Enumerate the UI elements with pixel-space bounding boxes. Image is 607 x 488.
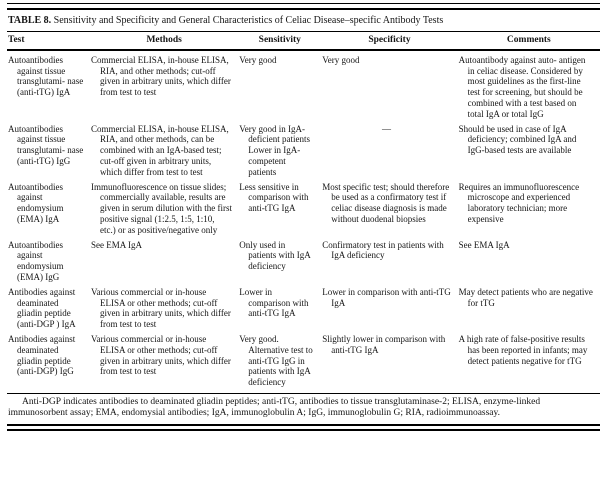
cell-test: Autoantibodies against tissue transglutami- nase (anti-tTG) IgA bbox=[8, 54, 84, 98]
cell-test: Autoantibodies against tissue transglutami- nase (anti-tTG) IgG bbox=[8, 123, 84, 166]
cell-sensitivity: Very good. Alternative test to anti-tTG IgG in patients with IgA deficiency bbox=[239, 333, 313, 388]
header-row bbox=[7, 32, 600, 50]
cell-specificity: — bbox=[381, 123, 391, 134]
cell-methods: Commercial ELISA, in-house ELISA, RIA, and other methods, can be combined with an IgA-based test; cut-off given in arbitrary units, which differ from test to test bbox=[91, 123, 229, 177]
cell-specificity: Lower in comparison with anti-tTG IgA bbox=[322, 286, 451, 308]
table-header bbox=[7, 32, 600, 50]
cell-sensitivity: Less sensitive in comparison with anti-tTG IgA bbox=[239, 181, 309, 214]
col-header-methods: Methods bbox=[90, 32, 238, 50]
table-number-label: TABLE 8. bbox=[8, 15, 52, 26]
top-double-rule bbox=[7, 3, 600, 10]
cell-specificity: Very good bbox=[322, 54, 360, 65]
cell-methods: Various commercial or in-house ELISA or other methods; cut-off given in arbitrary units, which differ from test to test bbox=[91, 286, 231, 330]
table-row-anti-dgp-igg bbox=[7, 334, 600, 392]
cell-sensitivity: Very good bbox=[239, 54, 277, 65]
table-row-ema-igg bbox=[7, 240, 600, 287]
cell-test: Antibodies against deaminated gliadin peptide (anti-DGP) IgG bbox=[8, 333, 76, 377]
cell-comments: Should be used in case of IgA deficiency; combined IgA and IgG-based tests are available bbox=[458, 123, 577, 156]
cell-sensitivity: Very good in IgA-deficient patients Lower in IgA-competent patients bbox=[239, 123, 310, 177]
col-header-comments: Comments bbox=[458, 32, 600, 50]
cell-comments: A high rate of false-positive results has been reported in infants; may detect patients negative for tTG bbox=[458, 333, 588, 366]
cell-methods: Commercial ELISA, in-house ELISA, RIA, and other methods; cut-off given in arbitrary units, which differ from test to test bbox=[91, 54, 231, 98]
cell-methods: Immunofluorescence on tissue slides; commercially available, results are given in serum dilution with the first positive signal (1:2.5, 1:5, 1:10, etc.) or as positive/negative only bbox=[91, 181, 233, 235]
cell-specificity: Slightly lower in comparison with anti-tTG IgA bbox=[322, 333, 446, 355]
table-row-anti-ttg-igg bbox=[7, 124, 600, 182]
cell-specificity: Most specific test; should therefore be used as a confirmatory test if celiac disease diagnosis is made without duodenal biopsies bbox=[322, 181, 450, 224]
cell-comments: See EMA IgA bbox=[458, 239, 510, 250]
col-header-specificity: Specificity bbox=[321, 32, 457, 50]
col-header-sensitivity: Sensitivity bbox=[238, 32, 321, 50]
cell-comments: Autoantibody against auto- antigen in celiac disease. Considered by most guidelines as the first-line test for screening, but should be combined with a test based on total IgA or total IgG bbox=[458, 54, 586, 119]
col-header-test: Test bbox=[7, 32, 90, 50]
table-body bbox=[7, 50, 600, 392]
table-row-ema-iga bbox=[7, 182, 600, 240]
table-row-anti-ttg-iga bbox=[7, 50, 600, 124]
cell-methods: See EMA IgA bbox=[91, 239, 143, 250]
cell-comments: Requires an immunofluorescence microscope and experienced laboratory technician; more expensive bbox=[458, 181, 580, 224]
cell-comments: May detect patients who are negative for tTG bbox=[458, 286, 593, 308]
cell-methods: Various commercial or in-house ELISA or other methods; cut-off given in arbitrary units, which differ from test to test bbox=[91, 333, 231, 377]
table-title bbox=[7, 10, 600, 32]
table-caption-text: Sensitivity and Specificity and General Characteristics of Celiac Disease–specific Antibody Tests bbox=[51, 15, 444, 26]
bottom-double-rule bbox=[7, 424, 600, 431]
cell-test: Autoantibodies against endomysium (EMA) IgA bbox=[8, 181, 64, 224]
cell-specificity: Confirmatory test in patients with IgA deficiency bbox=[322, 239, 444, 261]
table-footnote: Anti-DGP indicates antibodies to deaminated gliadin peptides; anti-tTG, antibodies to tissue transglutaminase-2; ELISA, enzyme-linked immunosorbent assay; EMA, endomysial antibodies; IgA, immunoglobulin A; IgG, immunoglobulin G; RIA, radioimmunoassay. bbox=[7, 393, 600, 423]
cell-sensitivity: Lower in comparison with anti-tTG IgA bbox=[239, 286, 309, 319]
antibody-tests-table bbox=[7, 32, 600, 392]
cell-test: Autoantibodies against endomysium (EMA) IgG bbox=[8, 239, 64, 282]
cell-test: Antibodies against deaminated gliadin peptide (anti-DGP ) IgA bbox=[8, 286, 76, 330]
cell-sensitivity: Only used in patients with IgA deficiency bbox=[239, 239, 311, 272]
table-row-anti-dgp-iga bbox=[7, 287, 600, 334]
